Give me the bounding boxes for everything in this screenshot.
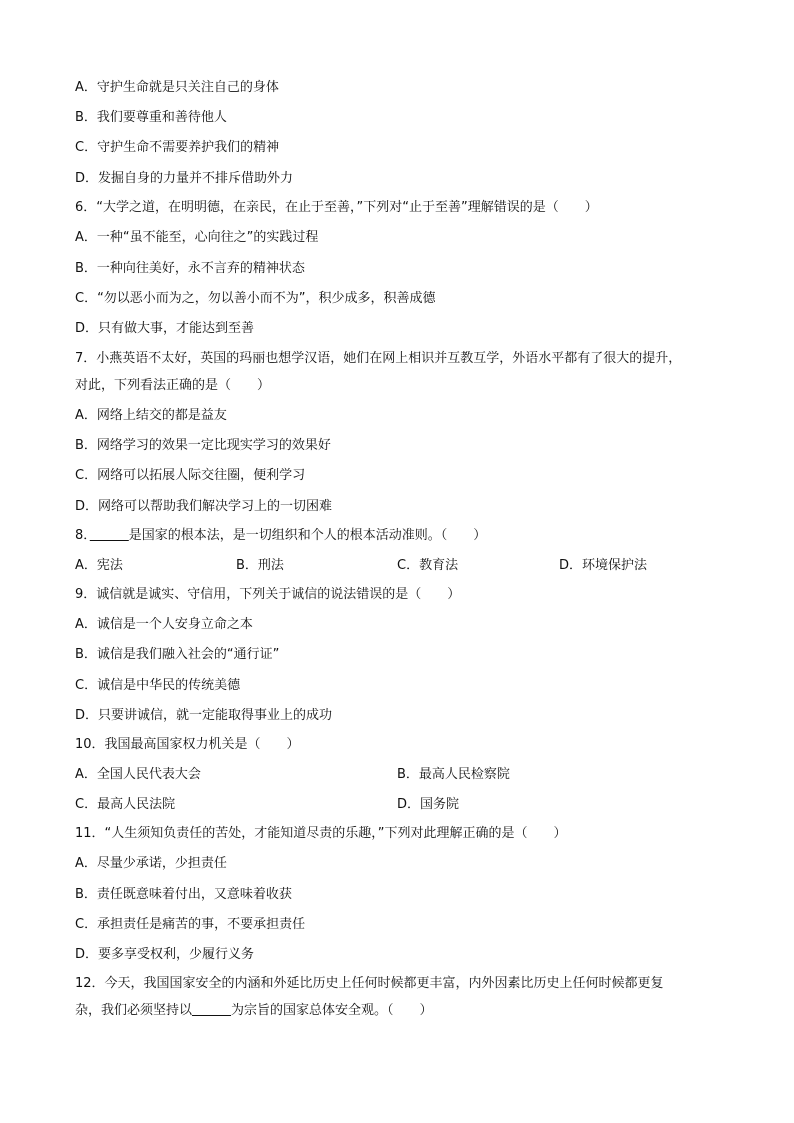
q8-stem-prefix: 8． <box>75 528 90 543</box>
q6-stem: 6．“大学之道，在明明德，在亲民，在止于至善，”下列对“止于至善”理解错误的是（ ） <box>75 200 598 215</box>
q10-option-c: C．最高人民法院 <box>75 797 176 812</box>
q7-option-d: D．网络可以帮助我们解决学习上的一切困难 <box>75 499 333 514</box>
q7-stem-line2: 对此，下列看法正确的是（ ） <box>75 378 271 393</box>
q8-answer-blank <box>90 528 129 543</box>
q10-option-a: A．全国人民代表大会 <box>75 767 201 782</box>
q6-option-a: A．一种“虽不能至，心向往之”的实践过程 <box>75 230 319 245</box>
q5-option-c: C．守护生命不需要养护我们的精神 <box>75 140 280 155</box>
q12-answer-blank <box>192 1003 231 1018</box>
q12-stem-prefix: 杂，我们必须坚持以 <box>75 1003 193 1018</box>
q7-option-a: A．网络上结交的都是益友 <box>75 408 227 423</box>
q10-option-b: B．最高人民检察院 <box>397 767 510 782</box>
q11-option-b: B．责任既意味着付出，又意味着收获 <box>75 887 292 902</box>
q9-option-b: B．诚信是我们融入社会的“通行证” <box>75 647 280 662</box>
q11-option-d: D．要多享受权利，少履行义务 <box>75 947 255 962</box>
q8-option-a: A．宪法 <box>75 558 123 573</box>
q12-stem-line1: 12．今天，我国国家安全的内涵和外延比历史上任何时候都更丰富，内外因素比历史上任何时候都更复 <box>75 976 664 991</box>
q8-stem <box>75 528 486 544</box>
q7-option-c: C．网络可以拓展人际交往圈，便利学习 <box>75 468 306 483</box>
q8-option-b: B．刑法 <box>236 558 284 573</box>
q7-option-b: B．网络学习的效果一定比现实学习的效果好 <box>75 438 331 453</box>
q8-stem-suffix: 是国家的根本法，是一切组织和个人的根本活动准则。（ ） <box>128 528 487 543</box>
q12-stem-line2 <box>75 1003 433 1019</box>
q7-stem-line1: 7．小燕英语不太好，英国的玛丽也想学汉语，她们在网上相识并互教互学，外语水平都有了很大的提升， <box>75 351 682 366</box>
q6-option-b: B．一种向往美好，永不言弃的精神状态 <box>75 261 305 276</box>
q11-option-c: C．承担责任是痛苦的事，不要承担责任 <box>75 917 306 932</box>
q11-stem: 11．“人生须知负责任的苦处，才能知道尽责的乐趣，”下列对此理解正确的是（ ） <box>75 826 567 841</box>
q9-option-c: C．诚信是中华民的传统美德 <box>75 678 241 693</box>
q5-option-b: B．我们要尊重和善待他人 <box>75 110 227 125</box>
q6-option-c: C．“勿以恶小而为之，勿以善小而不为”，积少成多，积善成德 <box>75 291 436 306</box>
q6-option-d: D．只有做大事，才能达到至善 <box>75 321 255 336</box>
q12-stem-suffix: 为宗旨的国家总体安全观。（ ） <box>231 1003 433 1018</box>
q9-option-a: A．诚信是一个人安身立命之本 <box>75 617 253 632</box>
q5-option-a: A．守护生命就是只关注自己的身体 <box>75 80 279 95</box>
q10-stem: 10．我国最高国家权力机关是（ ） <box>75 737 300 752</box>
q10-option-d: D．国务院 <box>397 797 460 812</box>
q11-option-a: A．尽量少承诺，少担责任 <box>75 856 227 871</box>
q9-option-d: D．只要讲诚信，就一定能取得事业上的成功 <box>75 708 333 723</box>
q8-option-d: D．环境保护法 <box>559 558 648 573</box>
q9-stem: 9．诚信就是诚实、守信用，下列关于诚信的说法错误的是（ ） <box>75 587 461 602</box>
q8-option-c: C．教育法 <box>397 558 459 573</box>
q5-option-d: D．发掘自身的力量并不排斥借助外力 <box>75 171 294 186</box>
